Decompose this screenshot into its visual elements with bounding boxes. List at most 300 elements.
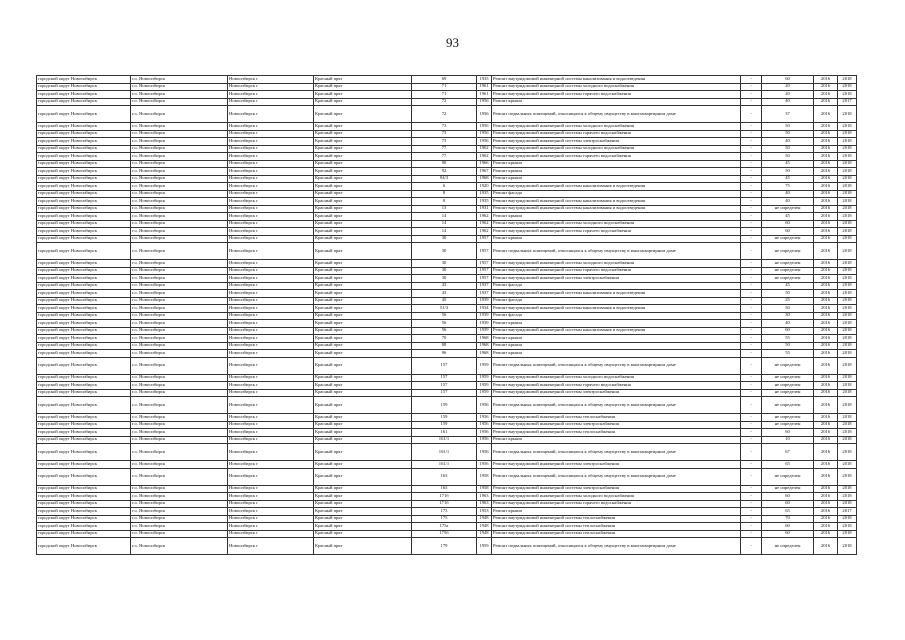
dash-cell: - xyxy=(741,228,762,236)
city-cell: Новосибирск г xyxy=(228,523,314,531)
table-row xyxy=(37,320,857,328)
end-year-cell: 2018 xyxy=(838,243,857,260)
table-row xyxy=(37,282,857,290)
dash-cell: - xyxy=(741,461,762,469)
table-row xyxy=(37,228,857,236)
year-built-cell: 1956 xyxy=(477,421,492,429)
start-year-cell: 2016 xyxy=(814,153,838,161)
end-year-cell: 2018 xyxy=(838,538,857,555)
cost-cell: не определен xyxy=(762,538,814,555)
table-row xyxy=(37,130,857,138)
street-cell: Красный пркт xyxy=(314,342,412,350)
work-type-cell: Ремонт крыши xyxy=(492,213,741,221)
municipality-cell: г.о. Новосибирск xyxy=(131,374,228,382)
year-built-cell: 1968 xyxy=(477,175,492,183)
municipality-cell: г.о. Новосибирск xyxy=(131,183,228,191)
dash-cell: - xyxy=(741,243,762,260)
year-built-cell: 1937 xyxy=(477,290,492,298)
dash-cell: - xyxy=(741,335,762,343)
city-cell: Новосибирск г xyxy=(228,83,314,91)
house-number-cell: 30 xyxy=(412,235,477,243)
city-cell: Новосибирск г xyxy=(228,290,314,298)
cost-cell: не определен xyxy=(762,275,814,283)
work-type-cell: Ремонт крыши xyxy=(492,168,741,176)
end-year-cell: 2018 xyxy=(838,160,857,168)
municipality-cell: г.о. Новосибирск xyxy=(131,468,228,485)
cost-cell: 50 xyxy=(762,168,814,176)
work-type-cell: Ремонт внутридомовой инженерной системы горячего водоснабжения xyxy=(492,91,741,99)
work-type-cell: Ремонт внутридомовой инженерной системы теплоснабжения xyxy=(492,530,741,538)
start-year-cell: 2016 xyxy=(814,260,838,268)
cost-cell: 67 xyxy=(762,444,814,461)
dash-cell: - xyxy=(741,91,762,99)
house-number-cell: 43 xyxy=(412,282,477,290)
start-year-cell: 2016 xyxy=(814,508,838,516)
work-type-cell: Ремонт внутридомовой инженерной системы электроснабжения xyxy=(492,485,741,493)
municipality-cell: г.о. Новосибирск xyxy=(131,297,228,305)
start-year-cell: 2016 xyxy=(814,305,838,313)
start-year-cell: 2016 xyxy=(814,98,838,106)
municipality-cell: г.о. Новосибирск xyxy=(131,175,228,183)
year-built-cell: 1956 xyxy=(477,138,492,146)
end-year-cell: 2018 xyxy=(838,335,857,343)
year-built-cell: 1956 xyxy=(477,414,492,422)
end-year-cell: 2018 xyxy=(838,123,857,131)
municipality-cell: г.о. Новосибирск xyxy=(131,421,228,429)
cost-cell: 40 xyxy=(762,198,814,206)
municipality-cell: г.о. Новосибирск xyxy=(131,228,228,236)
city-cell: Новосибирск г xyxy=(228,461,314,469)
year-built-cell: 1956 xyxy=(477,436,492,444)
year-built-cell: 1957 xyxy=(477,235,492,243)
city-cell: Новосибирск г xyxy=(228,267,314,275)
district-cell: городской округ Новосибирск xyxy=(37,389,131,397)
year-built-cell: 1968 xyxy=(477,350,492,358)
start-year-cell: 2016 xyxy=(814,290,838,298)
end-year-cell: 2018 xyxy=(838,106,857,123)
city-cell: Новосибирск г xyxy=(228,382,314,390)
year-built-cell: 1968 xyxy=(477,335,492,343)
start-year-cell: 2016 xyxy=(814,342,838,350)
street-cell: Красный пркт xyxy=(314,138,412,146)
district-cell: городской округ Новосибирск xyxy=(37,183,131,191)
cost-cell: 60 xyxy=(762,228,814,236)
start-year-cell: 2016 xyxy=(814,444,838,461)
year-built-cell: 1956 xyxy=(477,106,492,123)
city-cell: Новосибирск г xyxy=(228,389,314,397)
house-number-cell: 179 xyxy=(412,538,477,555)
street-cell: Красный пркт xyxy=(314,530,412,538)
end-year-cell: 2018 xyxy=(838,213,857,221)
start-year-cell: 2016 xyxy=(814,523,838,531)
work-type-cell: Ремонт внутридомовой инженерной системы горячего водоснабжения xyxy=(492,267,741,275)
street-cell: Красный пркт xyxy=(314,374,412,382)
district-cell: городской округ Новосибирск xyxy=(37,228,131,236)
start-year-cell: 2016 xyxy=(814,382,838,390)
end-year-cell: 2018 xyxy=(838,260,857,268)
end-year-cell: 2018 xyxy=(838,83,857,91)
dash-cell: - xyxy=(741,523,762,531)
district-cell: городской округ Новосибирск xyxy=(37,160,131,168)
cost-cell: 70 xyxy=(762,515,814,523)
cost-cell: 37 xyxy=(762,106,814,123)
start-year-cell: 2016 xyxy=(814,335,838,343)
city-cell: Новосибирск г xyxy=(228,130,314,138)
table-row xyxy=(37,515,857,523)
end-year-cell: 2018 xyxy=(838,235,857,243)
district-cell: городской округ Новосибирск xyxy=(37,98,131,106)
table-row xyxy=(37,183,857,191)
city-cell: Новосибирск г xyxy=(228,468,314,485)
start-year-cell: 2016 xyxy=(814,538,838,555)
year-built-cell: 1961 xyxy=(477,83,492,91)
table-row xyxy=(37,123,857,131)
cost-cell: 20 xyxy=(762,91,814,99)
table-row xyxy=(37,205,857,213)
municipality-cell: г.о. Новосибирск xyxy=(131,123,228,131)
end-year-cell: 2018 xyxy=(838,500,857,508)
end-year-cell: 2018 xyxy=(838,198,857,206)
start-year-cell: 2016 xyxy=(814,91,838,99)
table-row xyxy=(37,508,857,516)
work-type-cell: Ремонт фасада xyxy=(492,282,741,290)
table-row xyxy=(37,312,857,320)
cost-cell: 50 xyxy=(762,290,814,298)
house-number-cell: 92 xyxy=(412,168,477,176)
year-built-cell: 1920 xyxy=(477,183,492,191)
start-year-cell: 2016 xyxy=(814,267,838,275)
cost-cell: 60 xyxy=(762,429,814,437)
cost-cell: 60 xyxy=(762,220,814,228)
house-number-cell: 163 xyxy=(412,468,477,485)
year-built-cell: 1963 xyxy=(477,493,492,501)
house-number-cell: 72 xyxy=(412,106,477,123)
work-type-cell: Ремонт крыши xyxy=(492,160,741,168)
municipality-cell: г.о. Новосибирск xyxy=(131,508,228,516)
municipality-cell: г.о. Новосибирск xyxy=(131,444,228,461)
start-year-cell: 2016 xyxy=(814,397,838,414)
house-number-cell: 8 xyxy=(412,198,477,206)
dash-cell: - xyxy=(741,485,762,493)
dash-cell: - xyxy=(741,421,762,429)
municipality-cell: г.о. Новосибирск xyxy=(131,106,228,123)
district-cell: городской округ Новосибирск xyxy=(37,530,131,538)
table-row xyxy=(37,335,857,343)
house-number-cell: 161/1 xyxy=(412,461,477,469)
city-cell: Новосибирск г xyxy=(228,538,314,555)
end-year-cell: 2018 xyxy=(838,290,857,298)
table-row xyxy=(37,235,857,243)
start-year-cell: 2016 xyxy=(814,350,838,358)
work-type-cell: Ремонт внутридомовой инженерной системы канализования и водоотведения xyxy=(492,290,741,298)
street-cell: Красный пркт xyxy=(314,145,412,153)
dash-cell: - xyxy=(741,397,762,414)
dash-cell: - xyxy=(741,220,762,228)
cost-cell: 50 xyxy=(762,145,814,153)
cost-cell: не определен xyxy=(762,414,814,422)
street-cell: Красный пркт xyxy=(314,500,412,508)
dash-cell: - xyxy=(741,436,762,444)
cost-cell: 60 xyxy=(762,500,814,508)
district-cell: городской округ Новосибирск xyxy=(37,468,131,485)
house-number-cell: 94/3 xyxy=(412,175,477,183)
municipality-cell: г.о. Новосибирск xyxy=(131,138,228,146)
page-number: 93 xyxy=(446,35,459,50)
municipality-cell: г.о. Новосибирск xyxy=(131,260,228,268)
city-cell: Новосибирск г xyxy=(228,235,314,243)
table-row xyxy=(37,76,857,84)
dash-cell: - xyxy=(741,374,762,382)
street-cell: Красный пркт xyxy=(314,153,412,161)
house-number-cell: 171б xyxy=(412,500,477,508)
work-type-cell: Ремонт внутридомовой инженерной системы электроснабжения xyxy=(492,138,741,146)
cost-cell: не определен xyxy=(762,382,814,390)
start-year-cell: 2016 xyxy=(814,429,838,437)
house-number-cell: 30 xyxy=(412,243,477,260)
year-built-cell: 1939 xyxy=(477,297,492,305)
municipality-cell: г.о. Новосибирск xyxy=(131,327,228,335)
cost-cell: 55 xyxy=(762,335,814,343)
municipality-cell: г.о. Новосибирск xyxy=(131,414,228,422)
table-row xyxy=(37,461,857,469)
start-year-cell: 2016 xyxy=(814,297,838,305)
dash-cell: - xyxy=(741,138,762,146)
district-cell: городской округ Новосибирск xyxy=(37,198,131,206)
start-year-cell: 2016 xyxy=(814,530,838,538)
work-type-cell: Ремонт крыши xyxy=(492,342,741,350)
table-row xyxy=(37,436,857,444)
table-row xyxy=(37,220,857,228)
table-row xyxy=(37,500,857,508)
city-cell: Новосибирск г xyxy=(228,357,314,374)
end-year-cell: 2018 xyxy=(838,493,857,501)
city-cell: Новосибирск г xyxy=(228,444,314,461)
repair-schedule-table xyxy=(36,75,857,555)
start-year-cell: 2016 xyxy=(814,500,838,508)
table-row xyxy=(37,243,857,260)
end-year-cell: 2018 xyxy=(838,228,857,236)
house-number-cell: 30 xyxy=(412,267,477,275)
dash-cell: - xyxy=(741,297,762,305)
district-cell: городской округ Новосибирск xyxy=(37,138,131,146)
city-cell: Новосибирск г xyxy=(228,282,314,290)
district-cell: городской округ Новосибирск xyxy=(37,168,131,176)
work-type-cell: Ремонт внутридомовой инженерной системы канализования и водоотведения xyxy=(492,305,741,313)
cost-cell: 75 xyxy=(762,183,814,191)
municipality-cell: г.о. Новосибирск xyxy=(131,83,228,91)
house-number-cell: 70 xyxy=(412,335,477,343)
start-year-cell: 2016 xyxy=(814,414,838,422)
cost-cell: 60 xyxy=(762,327,814,335)
year-built-cell: 1968 xyxy=(477,342,492,350)
start-year-cell: 2016 xyxy=(814,168,838,176)
cost-cell: не определен xyxy=(762,374,814,382)
year-built-cell: 1959 xyxy=(477,382,492,390)
table-row xyxy=(37,160,857,168)
end-year-cell: 2018 xyxy=(838,389,857,397)
district-cell: городской округ Новосибирск xyxy=(37,205,131,213)
house-number-cell: 96 xyxy=(412,350,477,358)
end-year-cell: 2018 xyxy=(838,130,857,138)
year-built-cell: 1961 xyxy=(477,91,492,99)
dash-cell: - xyxy=(741,444,762,461)
table-row xyxy=(37,468,857,485)
start-year-cell: 2016 xyxy=(814,282,838,290)
table-row xyxy=(37,523,857,531)
city-cell: Новосибирск г xyxy=(228,500,314,508)
start-year-cell: 2016 xyxy=(814,160,838,168)
city-cell: Новосибирск г xyxy=(228,530,314,538)
city-cell: Новосибирск г xyxy=(228,260,314,268)
work-type-cell: Ремонт крыши xyxy=(492,175,741,183)
year-built-cell: 1934 xyxy=(477,305,492,313)
municipality-cell: г.о. Новосибирск xyxy=(131,76,228,84)
district-cell: городской округ Новосибирск xyxy=(37,260,131,268)
work-type-cell: Ремонт внутридомовой инженерной системы электроснабжения xyxy=(492,275,741,283)
work-type-cell: Ремонт внутридомовой инженерной системы горячего водоснабжения xyxy=(492,153,741,161)
year-built-cell: 1966 xyxy=(477,160,492,168)
district-cell: городской округ Новосибирск xyxy=(37,320,131,328)
district-cell: городской округ Новосибирск xyxy=(37,190,131,198)
municipality-cell: г.о. Новосибирск xyxy=(131,168,228,176)
work-type-cell: Ремонт внутридомовой инженерной системы электроснабжения xyxy=(492,461,741,469)
table-row xyxy=(37,91,857,99)
municipality-cell: г.о. Новосибирск xyxy=(131,515,228,523)
district-cell: городской округ Новосибирск xyxy=(37,145,131,153)
work-type-cell: Ремонт подвальных помещений, относящихся к общему имуществу в многоквартирном доме xyxy=(492,106,741,123)
city-cell: Новосибирск г xyxy=(228,91,314,99)
street-cell: Красный пркт xyxy=(314,320,412,328)
end-year-cell: 2018 xyxy=(838,183,857,191)
house-number-cell: 161/1 xyxy=(412,436,477,444)
year-built-cell: 1935 xyxy=(477,190,492,198)
end-year-cell: 2018 xyxy=(838,461,857,469)
street-cell: Красный пркт xyxy=(314,335,412,343)
municipality-cell: г.о. Новосибирск xyxy=(131,429,228,437)
table-row xyxy=(37,350,857,358)
district-cell: городской округ Новосибирск xyxy=(37,153,131,161)
cost-cell: 25 xyxy=(762,297,814,305)
dash-cell: - xyxy=(741,382,762,390)
cost-cell: 40 xyxy=(762,320,814,328)
district-cell: городской округ Новосибирск xyxy=(37,414,131,422)
city-cell: Новосибирск г xyxy=(228,228,314,236)
year-built-cell: 1935 xyxy=(477,198,492,206)
dash-cell: - xyxy=(741,198,762,206)
start-year-cell: 2016 xyxy=(814,123,838,131)
table-row xyxy=(37,98,857,106)
year-built-cell: 1939 xyxy=(477,327,492,335)
start-year-cell: 2016 xyxy=(814,485,838,493)
end-year-cell: 2018 xyxy=(838,153,857,161)
table-row xyxy=(37,168,857,176)
municipality-cell: г.о. Новосибирск xyxy=(131,523,228,531)
table-row xyxy=(37,145,857,153)
municipality-cell: г.о. Новосибирск xyxy=(131,145,228,153)
end-year-cell: 2018 xyxy=(838,357,857,374)
district-cell: городской округ Новосибирск xyxy=(37,76,131,84)
house-number-cell: 8 xyxy=(412,190,477,198)
city-cell: Новосибирск г xyxy=(228,312,314,320)
dash-cell: - xyxy=(741,320,762,328)
municipality-cell: г.о. Новосибирск xyxy=(131,382,228,390)
city-cell: Новосибирск г xyxy=(228,168,314,176)
cost-cell: не определен xyxy=(762,397,814,414)
street-cell: Красный пркт xyxy=(314,290,412,298)
dash-cell: - xyxy=(741,342,762,350)
cost-cell: 60 xyxy=(762,530,814,538)
district-cell: городской округ Новосибирск xyxy=(37,106,131,123)
city-cell: Новосибирск г xyxy=(228,397,314,414)
cost-cell: 45 xyxy=(762,282,814,290)
start-year-cell: 2016 xyxy=(814,228,838,236)
street-cell: Красный пркт xyxy=(314,91,412,99)
cost-cell: 20 xyxy=(762,83,814,91)
street-cell: Красный пркт xyxy=(314,389,412,397)
municipality-cell: г.о. Новосибирск xyxy=(131,500,228,508)
year-built-cell: 1959 xyxy=(477,538,492,555)
district-cell: городской округ Новосибирск xyxy=(37,175,131,183)
table-row xyxy=(37,175,857,183)
city-cell: Новосибирск г xyxy=(228,138,314,146)
district-cell: городской округ Новосибирск xyxy=(37,357,131,374)
end-year-cell: 2018 xyxy=(838,436,857,444)
dash-cell: - xyxy=(741,235,762,243)
street-cell: Красный пркт xyxy=(314,508,412,516)
house-number-cell: 157 xyxy=(412,382,477,390)
city-cell: Новосибирск г xyxy=(228,436,314,444)
municipality-cell: г.о. Новосибирск xyxy=(131,220,228,228)
work-type-cell: Ремонт внутридомовой инженерной системы канализования и водоотведения xyxy=(492,205,741,213)
year-built-cell: 1956 xyxy=(477,98,492,106)
house-number-cell: 45 xyxy=(412,297,477,305)
dash-cell: - xyxy=(741,282,762,290)
cost-cell: 50 xyxy=(762,123,814,131)
cost-cell: 60 xyxy=(762,76,814,84)
cost-cell: 40 xyxy=(762,98,814,106)
street-cell: Красный пркт xyxy=(314,350,412,358)
year-built-cell: 1962 xyxy=(477,145,492,153)
street-cell: Красный пркт xyxy=(314,228,412,236)
start-year-cell: 2016 xyxy=(814,468,838,485)
table-row xyxy=(37,382,857,390)
city-cell: Новосибирск г xyxy=(228,106,314,123)
house-number-cell: 13 xyxy=(412,205,477,213)
district-cell: городской округ Новосибирск xyxy=(37,335,131,343)
district-cell: городской округ Новосибирск xyxy=(37,235,131,243)
city-cell: Новосибирск г xyxy=(228,160,314,168)
work-type-cell: Ремонт внутридомовой инженерной системы холодного водоснабжения xyxy=(492,260,741,268)
end-year-cell: 2018 xyxy=(838,220,857,228)
cost-cell: 45 xyxy=(762,160,814,168)
city-cell: Новосибирск г xyxy=(228,421,314,429)
start-year-cell: 2016 xyxy=(814,389,838,397)
start-year-cell: 2016 xyxy=(814,76,838,84)
street-cell: Красный пркт xyxy=(314,220,412,228)
end-year-cell: 2018 xyxy=(838,444,857,461)
dash-cell: - xyxy=(741,76,762,84)
district-cell: городской округ Новосибирск xyxy=(37,444,131,461)
city-cell: Новосибирск г xyxy=(228,220,314,228)
district-cell: городской округ Новосибирск xyxy=(37,350,131,358)
street-cell: Красный пркт xyxy=(314,175,412,183)
cost-cell: 50 xyxy=(762,130,814,138)
work-type-cell: Ремонт внутридомовой инженерной системы горячего водоснабжения xyxy=(492,228,741,236)
dash-cell: - xyxy=(741,98,762,106)
municipality-cell: г.о. Новосибирск xyxy=(131,397,228,414)
house-number-cell: 175а xyxy=(412,523,477,531)
dash-cell: - xyxy=(741,312,762,320)
